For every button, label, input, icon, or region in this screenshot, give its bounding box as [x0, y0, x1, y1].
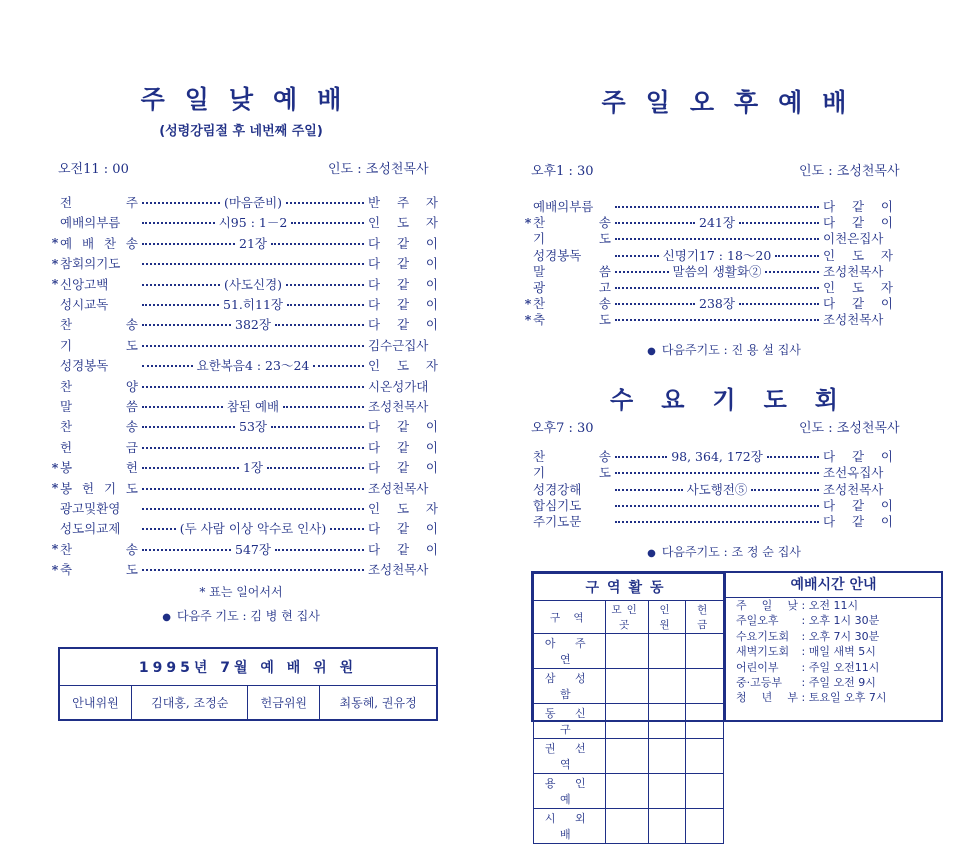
- leader-dots: [615, 472, 819, 474]
- schedule-label: 주일오후: [736, 614, 779, 628]
- schedule-label: 주 일 낮: [736, 599, 798, 612]
- order-item: 축 도: [533, 312, 611, 328]
- committee-title: 1995년 7월 예 배 위 원: [59, 648, 437, 686]
- leader-dots: [142, 447, 364, 449]
- order-person: 다 같 이: [368, 317, 438, 333]
- order-item: 찬 송: [533, 215, 611, 231]
- leader-dots: [615, 521, 819, 523]
- empty-cell: [686, 634, 724, 669]
- empty-cell: [648, 774, 686, 809]
- star-mark-icon: *: [51, 541, 59, 557]
- star-mark-icon: *: [524, 295, 532, 311]
- order-item: 광고및환영: [60, 501, 121, 516]
- order-person: 다 같 이: [368, 256, 438, 272]
- leader-dots: [615, 255, 659, 257]
- order-detail: 98, 364, 172장: [671, 449, 763, 464]
- empty-cell: [686, 809, 724, 844]
- order-row: [50, 233, 438, 253]
- order-item: 기 도: [60, 337, 138, 353]
- afternoon-service-leader: 인도 : 조성천목사: [799, 164, 900, 179]
- separator: :: [798, 645, 809, 659]
- order-item: 참회의기도: [60, 256, 121, 272]
- order-item: 봉 헌: [60, 460, 138, 476]
- guide-names: 김대홍, 조정순: [131, 686, 248, 721]
- district-header: 구 역: [534, 601, 606, 634]
- separator: :: [798, 599, 809, 612]
- leader-dots: [767, 456, 819, 458]
- order-item: 전 주: [60, 195, 138, 210]
- order-row: [50, 192, 438, 212]
- separator: :: [798, 614, 809, 628]
- leader-dots: [615, 287, 819, 289]
- order-item: 성시교독: [60, 297, 109, 312]
- order-item: 찬 송: [60, 419, 138, 435]
- table-row: [534, 739, 724, 774]
- worship-committee-table: [58, 647, 438, 721]
- table-row: [534, 774, 724, 809]
- table-row: [534, 634, 724, 669]
- schedule-value: 주일 오전11시: [808, 660, 880, 674]
- order-detail: 547장: [235, 541, 271, 557]
- leader-dots: [739, 303, 819, 305]
- order-detail: 신명기17 : 18～20: [662, 247, 772, 263]
- schedule-value: 오후 7시 30분: [808, 629, 880, 643]
- afternoon-service-title: 주일오후예배: [601, 88, 867, 117]
- wednesday-service-leader: 인도 : 조성천목사: [799, 421, 900, 436]
- wednesday-service-title: 수요기도회: [610, 386, 866, 414]
- order-detail: (마음준비): [223, 195, 283, 210]
- district-name: 동 신 구: [534, 704, 606, 739]
- order-person: 다 같 이: [368, 439, 438, 455]
- place-header: 모인곳: [605, 601, 648, 634]
- district-activity-table: [533, 573, 724, 844]
- order-detail: 382장: [235, 317, 271, 333]
- leader-dots: [142, 202, 220, 204]
- empty-cell: [686, 669, 724, 704]
- order-person: 조성천목사: [823, 481, 884, 497]
- star-mark-icon: *: [51, 276, 59, 292]
- leader-dots: [142, 528, 176, 530]
- district-name: 삼 성 함: [534, 669, 606, 704]
- order-row: [50, 518, 438, 538]
- order-person: 이천은집사: [823, 231, 884, 247]
- schedule-label: 새벽기도회: [736, 645, 790, 659]
- leader-dots: [142, 345, 364, 347]
- leader-dots: [287, 304, 364, 306]
- star-mark-icon: *: [51, 255, 59, 271]
- order-person: 다 같 이: [823, 215, 893, 231]
- morning-service-subtitle: (성령강림절 후 네번째 주일): [159, 124, 323, 139]
- morning-service-time: 오전11 : 00: [58, 162, 129, 177]
- leader-dots: [615, 303, 695, 305]
- leader-dots: [142, 406, 223, 408]
- star-mark-icon: *: [51, 235, 59, 251]
- order-row: [50, 355, 438, 375]
- order-item: 찬 송: [533, 296, 611, 312]
- order-detail: 참된 예배: [226, 399, 280, 414]
- schedule-row: [726, 690, 941, 705]
- order-detail: 말씀의 생활화②: [672, 263, 762, 279]
- order-person: 다 같 이: [823, 497, 893, 513]
- bullet-icon: ●: [647, 548, 656, 559]
- order-person: 조성천목사: [368, 480, 429, 496]
- order-row: [50, 559, 438, 579]
- order-row: [523, 309, 893, 329]
- order-person: 인 도 자: [368, 215, 439, 231]
- offering-header: 헌 금: [686, 601, 724, 634]
- empty-cell: [605, 739, 648, 774]
- order-person: 시온성가대: [368, 378, 429, 394]
- order-item: 예배의부름: [60, 215, 121, 231]
- empty-cell: [605, 774, 648, 809]
- schedule-row: [726, 644, 941, 659]
- afternoon-next-prayer: ● 다음주기도 : 진 용 설 집사: [647, 343, 801, 357]
- schedule-row: [726, 675, 941, 690]
- star-mark-icon: *: [51, 459, 59, 475]
- order-detail: (두 사람 이상 악수로 인사): [179, 521, 327, 537]
- schedule-value: 오전 11시: [808, 599, 859, 612]
- schedule-value: 토요일 오후 7시: [808, 691, 887, 705]
- leader-dots: [142, 508, 364, 510]
- leader-dots: [142, 467, 239, 469]
- wednesday-next-prayer: ● 다음주기도 : 조 정 순 집사: [647, 545, 801, 559]
- empty-cell: [686, 774, 724, 809]
- leader-dots: [142, 365, 193, 367]
- order-detail: 요한복음4 : 23～24: [196, 358, 310, 374]
- bullet-icon: ●: [162, 612, 171, 623]
- leader-dots: [739, 222, 819, 224]
- empty-cell: [686, 704, 724, 739]
- district-name: 용 인 예: [534, 774, 606, 809]
- order-person: 다 같 이: [368, 419, 439, 435]
- leader-dots: [615, 222, 695, 224]
- schedule-value: 주일 오전 9시: [808, 676, 876, 690]
- leader-dots: [142, 222, 215, 224]
- order-item: 헌 금: [60, 439, 138, 455]
- order-item: 찬 송: [60, 317, 138, 333]
- order-person: 조성천목사: [368, 399, 429, 414]
- leader-dots: [615, 489, 683, 491]
- leader-dots: [142, 263, 364, 265]
- order-item: 말 씀: [533, 263, 611, 279]
- schedule-label: 중·고등부: [736, 676, 783, 690]
- schedule-label: 청 년 부: [736, 691, 798, 705]
- star-mark-icon: *: [51, 480, 59, 496]
- separator: :: [798, 629, 809, 643]
- leader-dots: [291, 222, 364, 224]
- order-item: 광 고: [533, 280, 611, 295]
- order-item: 기 도: [533, 465, 611, 481]
- table-row: [534, 809, 724, 844]
- order-detail: 51.히11장: [223, 297, 283, 312]
- standing-note: * 표는 일어서서: [199, 585, 283, 599]
- separator: :: [798, 660, 809, 674]
- schedule-value: 매일 새벽 5시: [808, 645, 876, 659]
- order-detail: 1장: [242, 460, 264, 476]
- empty-cell: [648, 634, 686, 669]
- leader-dots: [142, 243, 235, 245]
- order-person: 다 같 이: [368, 541, 438, 557]
- leader-dots: [142, 324, 231, 326]
- schedule-row: [726, 613, 941, 628]
- order-row: [50, 437, 438, 457]
- order-item: 성경봉독: [60, 358, 109, 374]
- leader-dots: [142, 549, 231, 551]
- bullet-icon: ●: [647, 346, 656, 357]
- order-row: [50, 478, 438, 498]
- order-row: [50, 416, 438, 436]
- leader-dots: [286, 202, 364, 204]
- leader-dots: [330, 528, 364, 530]
- offering-names: 최동혜, 권유정: [320, 686, 437, 721]
- order-item: 주기도문: [533, 514, 582, 530]
- order-item: 합심기도: [533, 497, 582, 513]
- leader-dots: [142, 284, 220, 286]
- order-item: 봉 헌 기 도: [60, 480, 138, 496]
- star-mark-icon: *: [524, 214, 532, 230]
- order-detail: 시95 : 1－2: [218, 215, 288, 231]
- leader-dots: [615, 238, 819, 240]
- leader-dots: [142, 386, 364, 388]
- morning-service-title: 주일낮예배: [140, 85, 362, 114]
- empty-cell: [686, 739, 724, 774]
- schedule-row: [726, 629, 941, 644]
- order-item: 기 도: [533, 231, 611, 247]
- order-item: 말 씀: [60, 399, 138, 414]
- order-person: 인 도 자: [823, 280, 893, 295]
- separator: :: [798, 691, 809, 705]
- leader-dots: [267, 467, 364, 469]
- worship-time-guide: [726, 573, 941, 720]
- order-person: 다 같 이: [823, 296, 893, 312]
- district-name: 시 외 배: [534, 809, 606, 844]
- order-person: 인 도 자: [368, 358, 439, 374]
- order-row: [50, 314, 438, 334]
- district-name: 권 선 역: [534, 739, 606, 774]
- order-item: 축 도: [60, 562, 138, 578]
- order-row: [50, 457, 438, 477]
- leader-dots: [313, 365, 364, 367]
- order-person: 다 같 이: [368, 276, 438, 292]
- empty-cell: [605, 809, 648, 844]
- district-activity-title: 구역활동: [534, 574, 724, 601]
- district-name: 아 주 연: [534, 634, 606, 669]
- order-person: 다 같 이: [368, 460, 438, 476]
- star-mark-icon: *: [524, 311, 532, 327]
- schedule-value: 오후 1시 30분: [808, 614, 880, 628]
- order-person: 조성천목사: [368, 562, 429, 578]
- leader-dots: [615, 206, 819, 208]
- leader-dots: [142, 488, 364, 490]
- order-row: [50, 396, 438, 416]
- schedule-label: 어린이부: [736, 660, 779, 674]
- leader-dots: [271, 243, 364, 245]
- guide-label: 안내위원: [59, 686, 131, 721]
- order-person: 다 같 이: [368, 235, 439, 251]
- left-page: [0, 0, 482, 801]
- empty-cell: [605, 669, 648, 704]
- empty-cell: [648, 669, 686, 704]
- order-row: [50, 498, 438, 518]
- order-detail: 53장: [239, 419, 267, 435]
- order-person: 다 같 이: [823, 449, 893, 464]
- people-header: 인 원: [648, 601, 686, 634]
- district-activity-panel: [533, 573, 726, 841]
- leader-dots: [275, 549, 364, 551]
- order-person: 다 같 이: [823, 514, 893, 530]
- schedule-row: [726, 660, 941, 675]
- leader-dots: [271, 426, 364, 428]
- next-week-prayer: ● 다음주 기도 : 김 병 현 집사: [162, 609, 320, 623]
- leader-dots: [765, 271, 819, 273]
- order-person: 인 도 자: [823, 247, 894, 263]
- order-detail: 사도행전⑤: [686, 481, 748, 497]
- order-person: 다 같 이: [823, 199, 893, 214]
- leader-dots: [751, 489, 819, 491]
- leader-dots: [615, 319, 819, 321]
- table-row: [534, 669, 724, 704]
- leader-dots: [615, 505, 819, 507]
- leader-dots: [615, 456, 667, 458]
- order-row: [523, 511, 893, 531]
- table-row: [534, 704, 724, 739]
- order-item: 신앙고백: [60, 276, 109, 292]
- order-row: [50, 335, 438, 355]
- schedule-row: [726, 598, 941, 613]
- order-row: [50, 274, 438, 294]
- separator: :: [798, 676, 809, 690]
- leader-dots: [283, 406, 364, 408]
- order-row: [50, 294, 438, 314]
- order-person: 반 주 자: [368, 195, 438, 210]
- order-row: [50, 539, 438, 559]
- order-item: 찬 양: [60, 378, 138, 394]
- order-person: 김수근집사: [368, 337, 429, 353]
- offering-label: 헌금위원: [248, 686, 320, 721]
- order-item: 예배의부름: [533, 199, 594, 214]
- leader-dots: [142, 569, 364, 571]
- order-person: 조성천목사: [823, 263, 884, 279]
- afternoon-service-time: 오후1 : 30: [531, 164, 594, 179]
- leader-dots: [142, 304, 219, 306]
- empty-cell: [605, 634, 648, 669]
- order-person: 조선옥집사: [823, 465, 884, 481]
- right-page: [483, 0, 965, 841]
- empty-cell: [648, 739, 686, 774]
- order-person: 다 같 이: [368, 297, 438, 312]
- order-person: 인 도 자: [368, 501, 438, 516]
- empty-cell: [648, 809, 686, 844]
- schedule-label: 수요기도회: [736, 629, 790, 643]
- bottom-info-box: [531, 571, 943, 841]
- order-detail: 21장: [239, 235, 267, 251]
- order-detail: 241장: [699, 215, 735, 231]
- morning-service-leader: 인도 : 조성천목사: [328, 162, 429, 177]
- leader-dots: [615, 271, 669, 273]
- empty-cell: [605, 704, 648, 739]
- leader-dots: [286, 284, 364, 286]
- worship-time-title: 예배시간 안내: [726, 573, 941, 598]
- order-detail: (사도신경): [223, 276, 283, 292]
- order-item: 찬 송: [60, 541, 138, 557]
- order-detail: 238장: [699, 296, 735, 312]
- order-row: [50, 253, 438, 273]
- order-item: 예 배 찬 송: [60, 235, 138, 251]
- order-person: 조성천목사: [823, 312, 884, 328]
- leader-dots: [775, 255, 819, 257]
- order-row: [50, 212, 438, 232]
- star-mark-icon: *: [51, 561, 59, 577]
- leader-dots: [275, 324, 364, 326]
- order-row: [50, 376, 438, 396]
- empty-cell: [648, 704, 686, 739]
- order-person: 다 같 이: [368, 521, 438, 537]
- order-item: 찬 송: [533, 449, 611, 464]
- order-item: 성경강해: [533, 481, 582, 497]
- order-item: 성도의교제: [60, 521, 121, 537]
- wednesday-service-time: 오후7 : 30: [531, 421, 594, 436]
- leader-dots: [142, 426, 235, 428]
- order-item: 성경봉독: [533, 247, 582, 263]
